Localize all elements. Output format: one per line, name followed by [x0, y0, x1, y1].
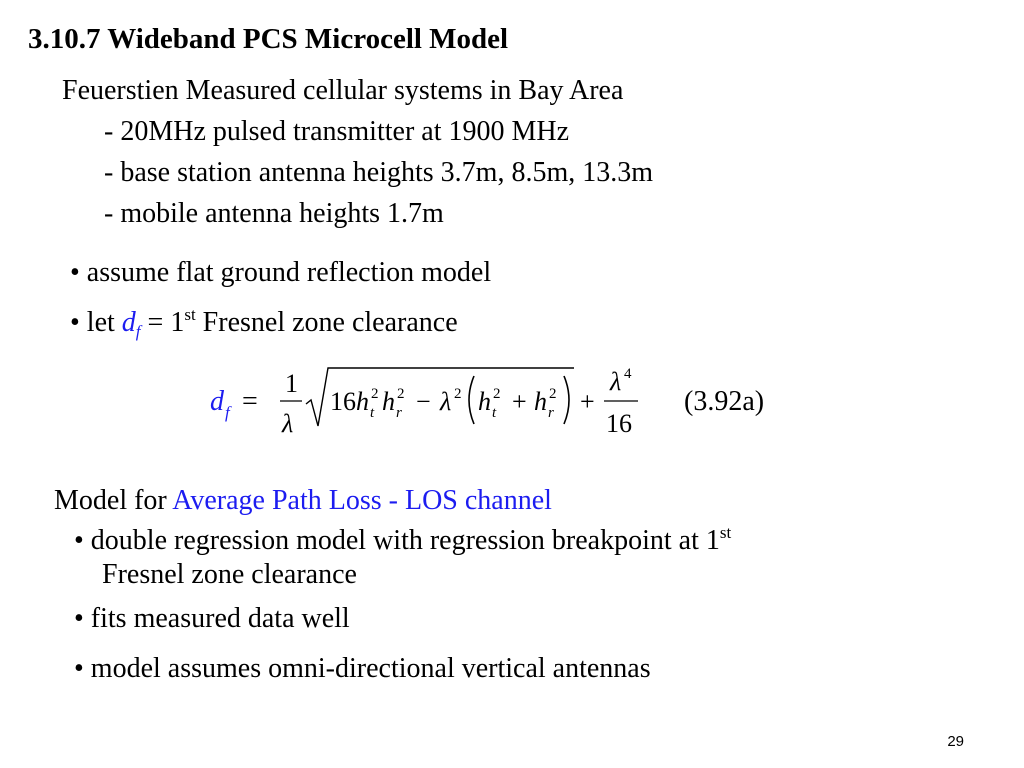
eq-coef-16: 16	[330, 387, 356, 416]
bullet-double-regression	[74, 524, 731, 558]
bullet-let-df	[70, 306, 458, 340]
eq-frac2-den: 16	[606, 409, 632, 438]
equation-3-92a	[210, 362, 650, 442]
intro-line: Feuerstien Measured cellular systems in Bay Area	[62, 75, 624, 106]
bullet-let-suffix: Fresnel zone clearance	[195, 307, 458, 338]
st-superscript: st	[184, 305, 196, 324]
df-subscript: f	[135, 322, 141, 341]
eq-equals: =	[242, 386, 258, 417]
detail-transmitter: - 20MHz pulsed transmitter at 1900 MHz	[104, 116, 570, 147]
model-highlight: Average Path Loss - LOS channel	[172, 485, 552, 516]
eq-h2: h	[382, 387, 395, 416]
eq-frac1-den: λ	[282, 409, 294, 438]
eq-h2-sub: r	[396, 405, 402, 421]
page-title: 3.10.7 Wideband PCS Microcell Model	[28, 23, 509, 55]
page-number: 29	[947, 733, 964, 750]
eq-h3-sub: t	[492, 405, 497, 421]
detail-mobile-heights: - mobile antenna heights 1.7m	[104, 198, 444, 229]
detail-base-heights: - base station antenna heights 3.7m, 8.5m, 13.3m	[104, 157, 654, 188]
bullet-omni-antennas: • model assumes omni-directional vertical antennas	[74, 653, 651, 684]
eq-h1: h	[356, 387, 369, 416]
eq-plus-inner: +	[512, 387, 527, 416]
eq-h3: h	[478, 387, 491, 416]
eq-h1-sup: 2	[371, 386, 379, 402]
eq-h3-sup: 2	[493, 386, 501, 402]
eq-lambda: λ	[440, 387, 452, 416]
model-prefix: Model for	[54, 485, 173, 516]
bullet-fits-data: • fits measured data well	[74, 603, 350, 634]
equation-label: (3.92a)	[684, 386, 765, 417]
st-superscript-2: st	[719, 523, 732, 542]
eq-frac1-num: 1	[285, 369, 298, 398]
bullet-let-mid: = 1	[140, 307, 185, 338]
equation-svg	[210, 362, 650, 442]
df-letter: d	[121, 307, 136, 338]
bullet-flat-ground: • assume flat ground reflection model	[70, 257, 492, 288]
eq-h2-sup: 2	[397, 386, 405, 402]
df-variable	[121, 307, 141, 341]
eq-paren-right	[564, 376, 569, 424]
eq-h4: h	[534, 387, 547, 416]
eq-h4-sub: r	[548, 405, 554, 421]
eq-frac2-num: λ	[610, 367, 622, 396]
double-regression-text: • double regression model with regression breakpoint at 1	[74, 525, 720, 556]
eq-minus: −	[416, 387, 431, 416]
bullet-double-regression-cont: Fresnel zone clearance	[102, 559, 357, 590]
eq-h1-sub: t	[370, 405, 375, 421]
eq-frac2-num-sup: 4	[624, 366, 632, 382]
eq-lambda-sup: 2	[454, 386, 462, 402]
eq-h4-sup: 2	[549, 386, 557, 402]
bullet-let-prefix: • let	[70, 307, 122, 338]
eq-lhs-d: d	[210, 386, 224, 417]
model-heading	[54, 484, 552, 518]
eq-lhs-sub: f	[225, 403, 230, 422]
eq-plus-outer: +	[580, 387, 595, 416]
eq-paren-left	[469, 376, 474, 424]
